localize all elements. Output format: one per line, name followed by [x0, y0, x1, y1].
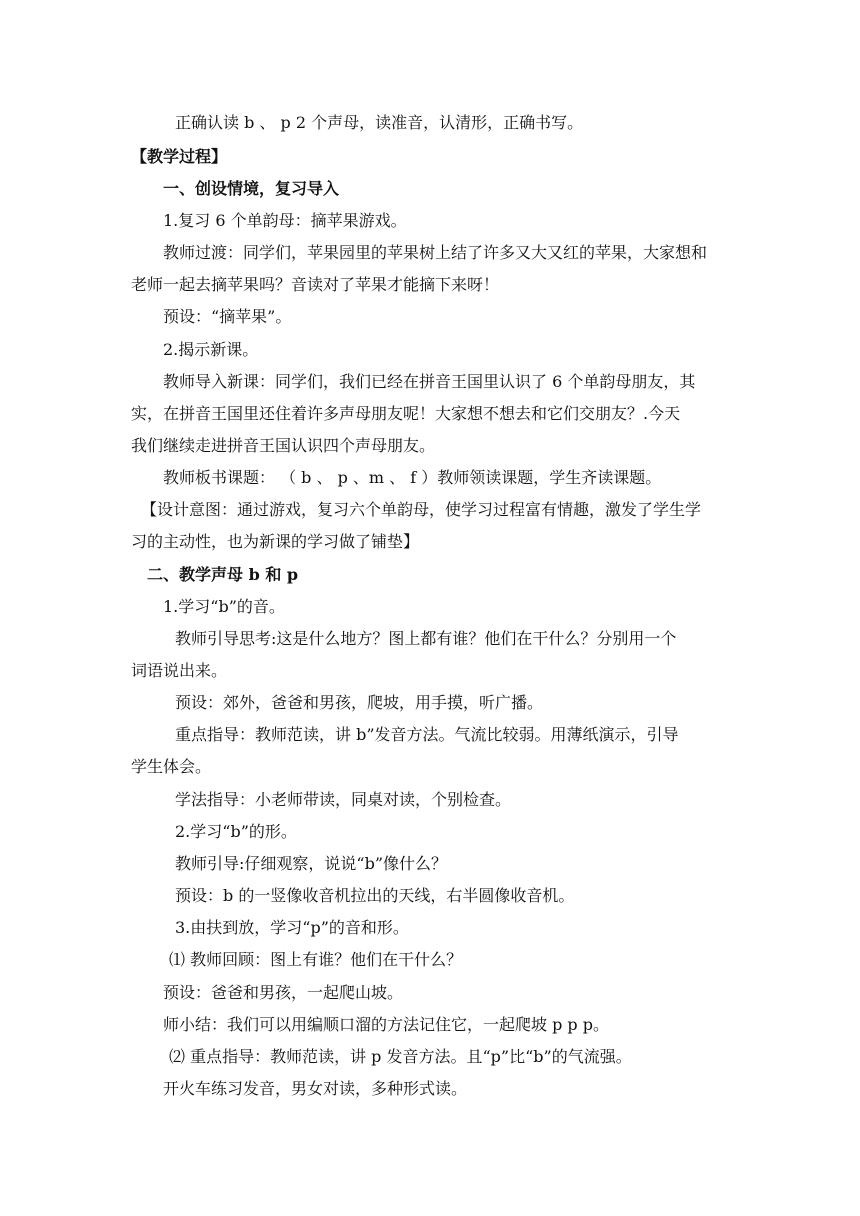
paragraph-line: 预设：b 的一竖像收音机拉出的天线，右半圆像收音机。: [175, 886, 575, 905]
paragraph-line: ⑵ 重点指导：教师范读，讲 p 发音方法。且“p”比“b”的气流强。: [169, 1047, 632, 1066]
design-intent-line: 【设计意图：通过游戏，复习六个单韵母，使学习过程富有情趣，激发了学生学: [141, 500, 702, 519]
paragraph-line: 学生体会。: [131, 757, 212, 776]
paragraph-line: 教师引导思考:这是什么地方？图上都有谁？他们在干什么？分别用一个: [175, 629, 677, 648]
paragraph-line: 开火车练习发音，男女对读，多种形式读。: [163, 1079, 468, 1098]
paragraph-line: 2.学习“b”的形。: [175, 822, 297, 841]
paragraph-line: ⑴ 教师回顾：图上有谁？他们在干什么？: [169, 950, 463, 969]
paragraph-line: 3.由扶到放，学习“p”的音和形。: [175, 918, 409, 937]
paragraph-line: 1.学习“b”的音。: [163, 597, 285, 616]
objective-line: 正确认读 b 、 p 2 个声母，读准音，认清形，正确书写。: [175, 113, 584, 132]
paragraph-line: 老师一起去摘苹果吗？音读对了苹果才能摘下来呀！: [131, 275, 500, 294]
paragraph-line: 实，在拼音王国里还住着许多声母朋友呢！大家想不想去和它们交朋友？.今天: [131, 404, 681, 423]
paragraph-line: 我们继续走进拼音王国认识四个声母朋友。: [131, 436, 436, 455]
paragraph-line: 教师板书课题： （ b 、 p 、m 、 f ）教师领读课题，学生齐读课题。: [163, 468, 662, 487]
paragraph-line: 预设：郊外，爸爸和男孩，爬坡，用手摸，听广播。: [175, 693, 544, 712]
heading-part-one: 一、创设情境，复习导入: [163, 179, 340, 198]
paragraph-line: 2.揭示新课。: [163, 340, 259, 359]
paragraph-line: 学法指导：小老师带读，同桌对读，个别检查。: [175, 790, 512, 809]
paragraph-line: 师小结：我们可以用编顺口溜的方法记住它，一起爬坡 p p p。: [163, 1015, 609, 1034]
paragraph-line: 教师引导:仔细观察，说说“b”像什么？: [175, 854, 447, 873]
paragraph-line: 教师过渡：同学们，苹果园里的苹果树上结了许多又大又红的苹果，大家想和: [163, 243, 708, 262]
heading-part-two: 二、教学声母 b 和 p: [147, 565, 299, 584]
paragraph-line: 1.复习 6 个单韵母：摘苹果游戏。: [163, 211, 407, 230]
design-intent-line: 习的主动性，也为新课的学习做了铺垫】: [131, 532, 420, 551]
paragraph-line: 词语说出来。: [131, 661, 228, 680]
paragraph-line: 重点指导：教师范读，讲 b”发音方法。气流比较弱。用薄纸演示，引导: [175, 725, 679, 744]
paragraph-line: 预设：“摘苹果”。: [163, 307, 292, 326]
paragraph-line: 预设：爸爸和男孩，一起爬山坡。: [163, 983, 404, 1002]
section-heading-teaching-process: 【教学过程】: [131, 147, 228, 166]
paragraph-line: 教师导入新课：同学们，我们已经在拼音王国里认识了 6 个单韵母朋友，其: [163, 372, 696, 391]
